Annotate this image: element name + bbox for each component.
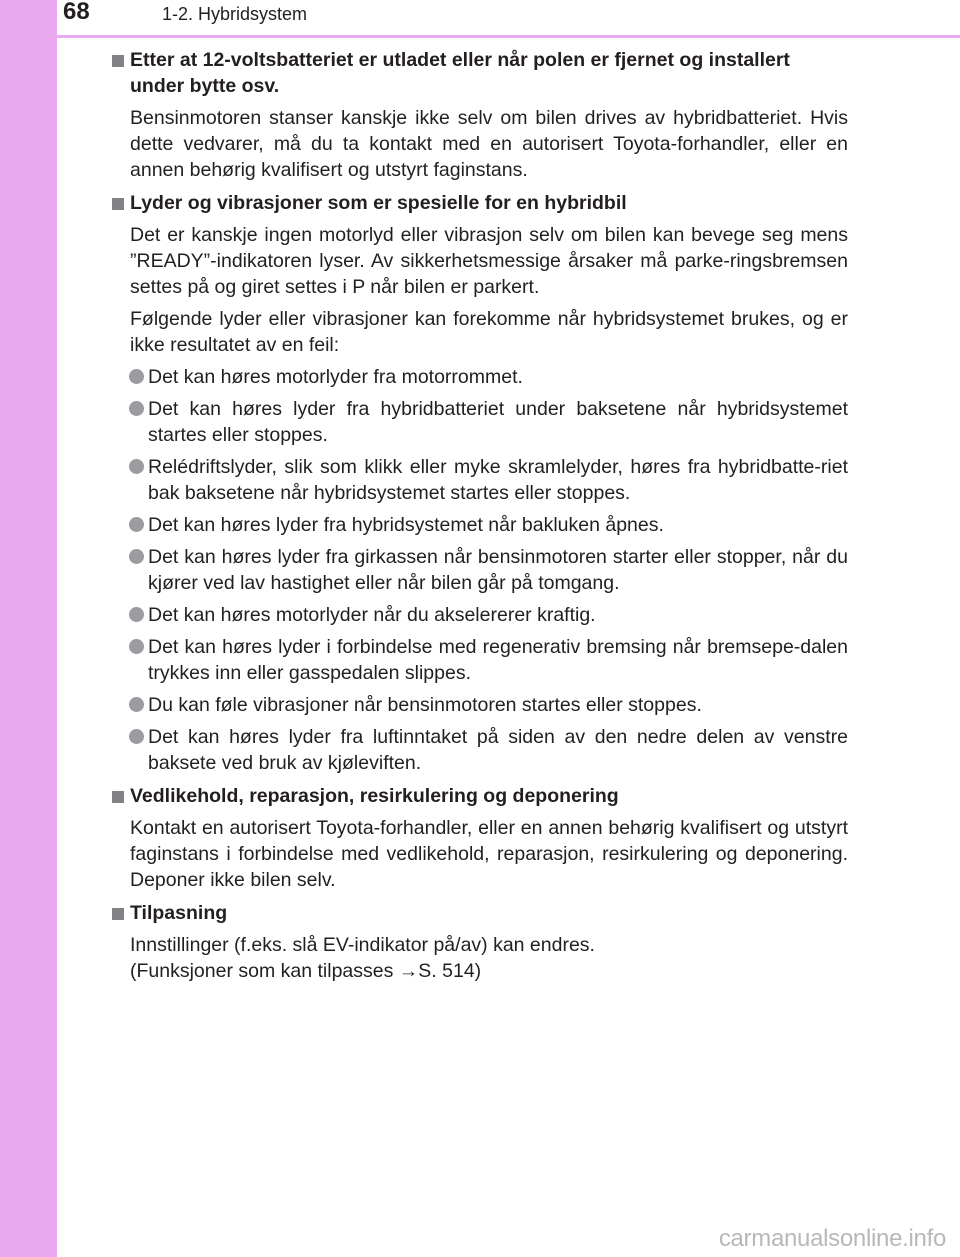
round-bullet-icon — [129, 517, 144, 532]
list-item-text: Det kan høres lyder fra girkassen når bensinmotoren starter eller stopper, når du kjører ved lav hastighet eller når bilen går på tomgang. — [148, 546, 848, 594]
list-item — [110, 602, 848, 628]
section-heading — [110, 190, 848, 216]
list-item-text: Det kan høres motorlyder når du akselererer kraftig. — [148, 604, 596, 626]
list-item-text: Det kan høres lyder fra luftinntaket på siden av den nedre delen av venstre baksete ved bruk av kjøleviften. — [148, 726, 848, 774]
list-item-text: Det kan høres lyder fra hybridsystemet når bakluken åpnes. — [148, 514, 664, 536]
list-item — [110, 692, 848, 718]
page-body — [110, 47, 848, 984]
paragraph: Bensinmotoren stanser kanskje ikke selv om bilen drives av hybridbatteriet. Hvis dette vedvarer, må du ta kontakt med en autorisert Toyota-forhandler, eller en annen behørig kvalifisert og utstyrt faginstans. — [130, 107, 848, 181]
list-item — [110, 634, 848, 686]
square-bullet-icon — [112, 55, 124, 67]
square-bullet-icon — [112, 908, 124, 920]
paragraph-line: (Funksjoner som kan tilpasses — [130, 960, 399, 982]
list-item — [110, 512, 848, 538]
paragraph: Det er kanskje ingen motorlyd eller vibrasjon selv om bilen kan bevege seg mens ”READY”-indikatoren lyser. Av sikkerhetsmessige årsaker må parke-ringsbremsen settes på og giret settes i P når bilen er parkert. — [130, 224, 848, 298]
section-heading — [110, 47, 848, 99]
page-margin-tab — [0, 0, 57, 1257]
square-bullet-icon — [112, 198, 124, 210]
square-bullet-icon — [112, 791, 124, 803]
round-bullet-icon — [129, 639, 144, 654]
list-item-text: Du kan føle vibrasjoner når bensinmotoren startes eller stoppes. — [148, 694, 702, 716]
arrow-icon: → — [398, 960, 419, 982]
header-rule — [57, 35, 960, 38]
chapter-title: 1-2. Hybridsystem — [162, 4, 308, 24]
list-item — [110, 724, 848, 776]
watermark-url: carmanualsonline.info — [718, 1225, 946, 1252]
list-item — [110, 454, 848, 506]
page-number: 68 — [63, 0, 90, 25]
section-heading-text: Vedlikehold, reparasjon, resirkulering og deponering — [130, 785, 619, 807]
section-heading-text: Tilpasning — [130, 902, 228, 924]
list-item — [110, 544, 848, 596]
list-item — [110, 364, 848, 390]
paragraph: Kontakt en autorisert Toyota-forhandler, eller en annen behørig kvalifisert og utstyrt faginstans i forbindelse med vedlikehold, reparasjon, resirkulering og deponering. Deponer ikke bilen selv. — [130, 817, 848, 891]
section-heading-text: Etter at 12-voltsbatteriet er utladet eller når polen er fjernet og installert under bytte osv. — [130, 49, 790, 97]
list-item-text: Det kan høres lyder i forbindelse med regenerativ bremsing når bremsepe-dalen trykkes inn eller gasspedalen slippes. — [148, 636, 848, 684]
round-bullet-icon — [129, 697, 144, 712]
round-bullet-icon — [129, 729, 144, 744]
section-heading — [110, 900, 848, 926]
paragraph-line: Innstillinger (f.eks. slå EV-indikator på/av) kan endres. — [130, 934, 595, 956]
list-item — [110, 396, 848, 448]
round-bullet-icon — [129, 607, 144, 622]
paragraph — [110, 932, 848, 984]
round-bullet-icon — [129, 401, 144, 416]
list-item-text: Det kan høres lyder fra hybridbatteriet under baksetene når hybridsystemet startes eller stoppes. — [148, 398, 848, 446]
section-heading — [110, 783, 848, 809]
round-bullet-icon — [129, 459, 144, 474]
paragraph: Følgende lyder eller vibrasjoner kan forekomme når hybridsystemet brukes, og er ikke resultatet av en feil: — [130, 308, 848, 356]
list-item-text: Det kan høres motorlyder fra motorrommet. — [148, 366, 523, 388]
round-bullet-icon — [129, 369, 144, 384]
list-item-text: Relédriftslyder, slik som klikk eller myke skramlelyder, høres fra hybridbatte-riet bak baksetene når hybridsystemet startes eller stoppes. — [148, 456, 848, 504]
section-heading-text: Lyder og vibrasjoner som er spesielle for en hybridbil — [130, 192, 627, 214]
round-bullet-icon — [129, 549, 144, 564]
page-reference-link[interactable]: S. 514) — [418, 960, 482, 982]
